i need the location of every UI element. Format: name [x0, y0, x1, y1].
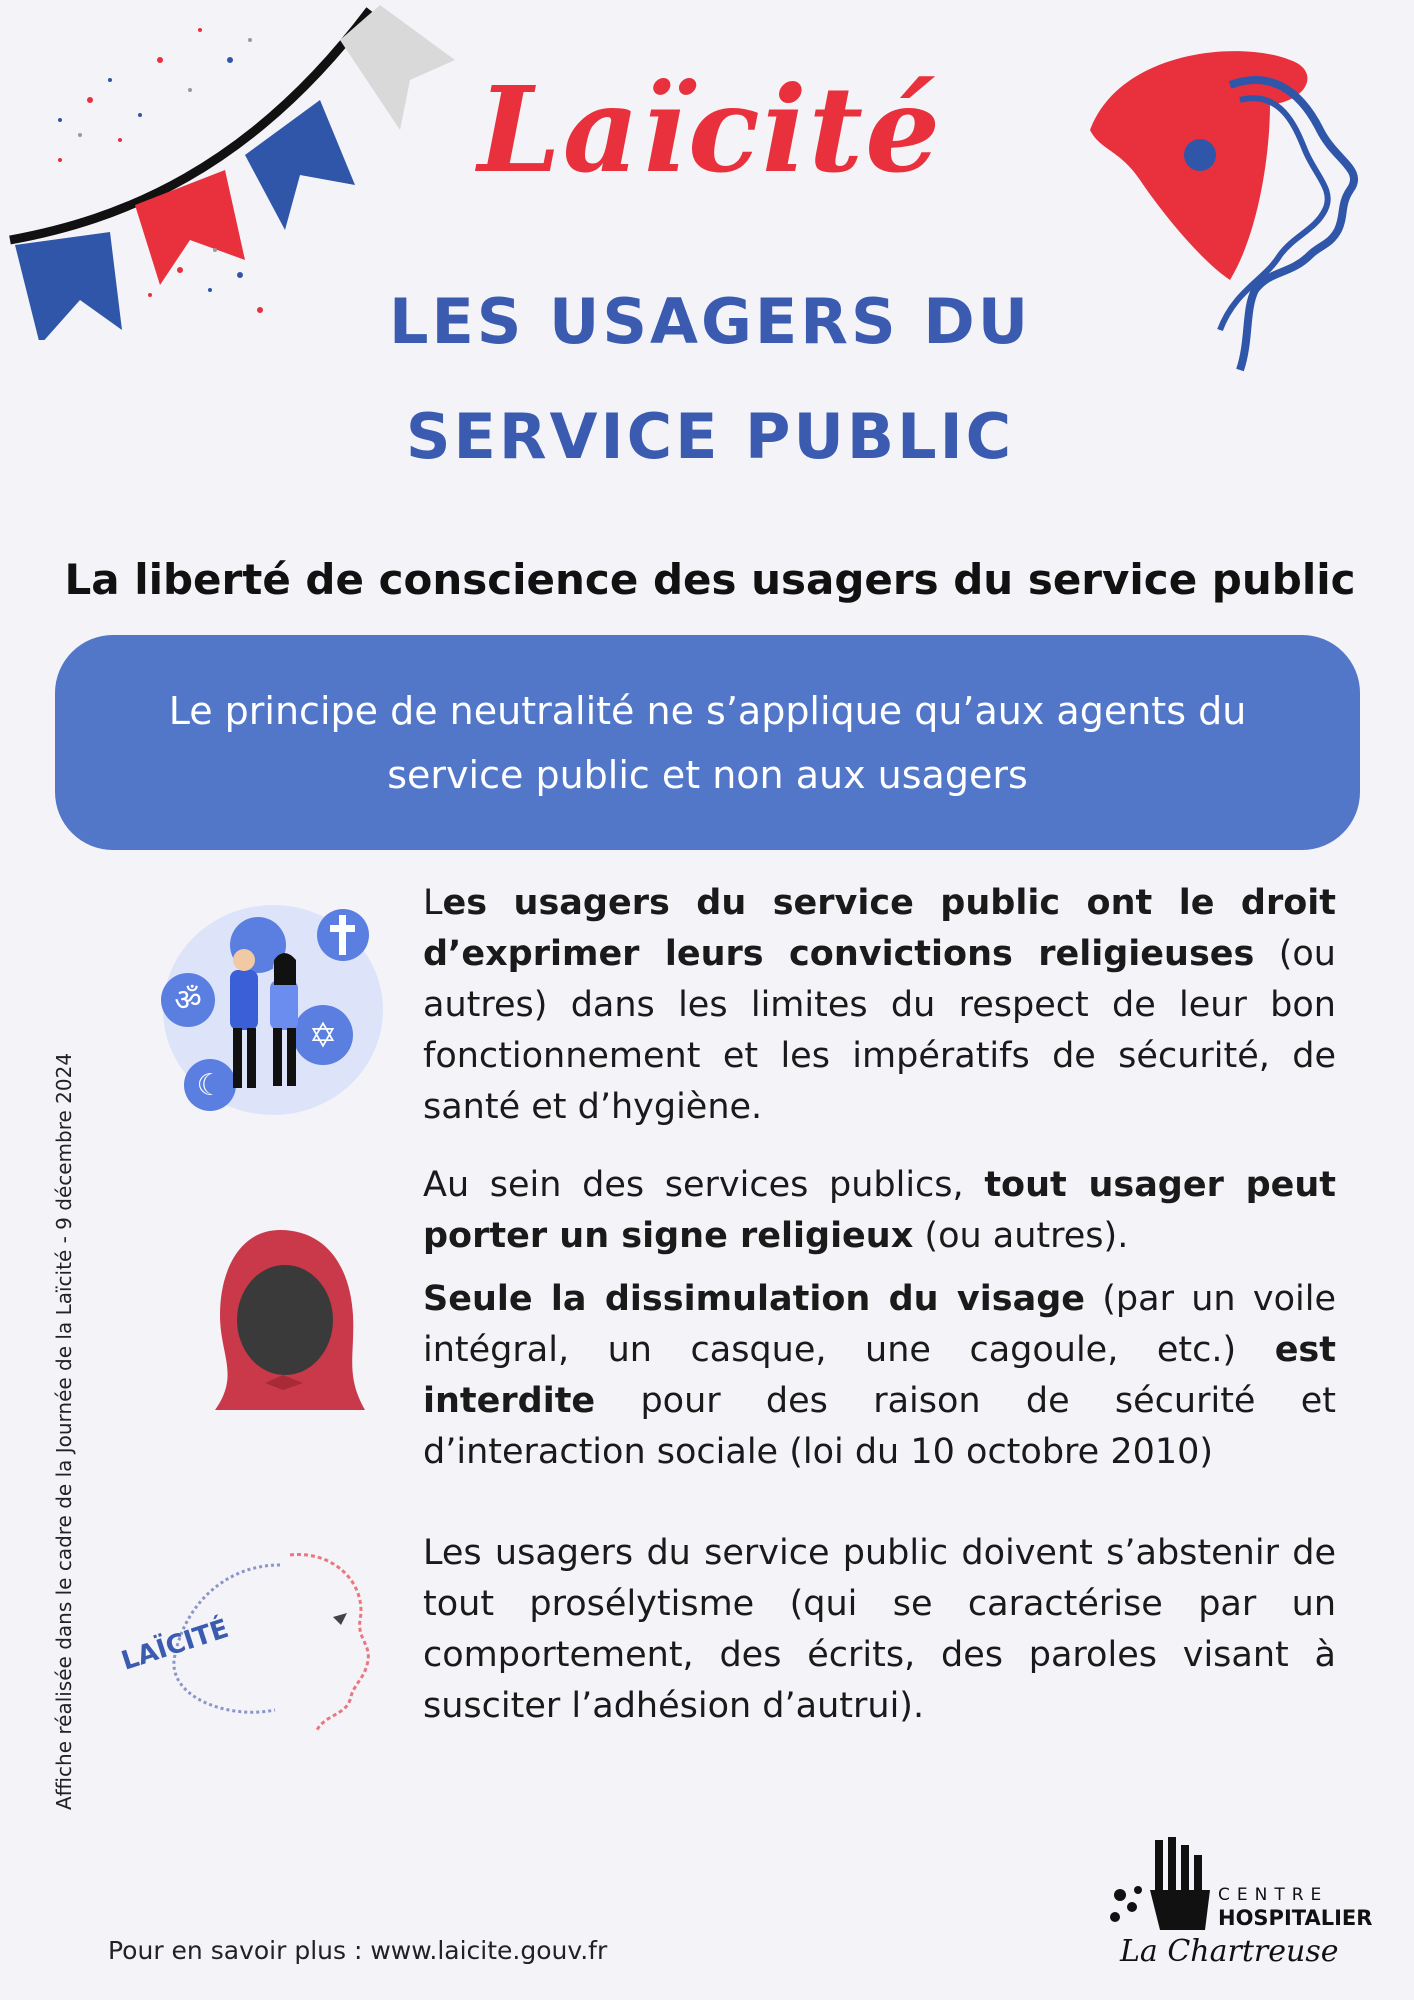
- side-note: Affiche réalisée dans le cadre de la Journée de la Laïcité - 9 décembre 2024: [52, 1052, 76, 1810]
- hooded-figure-icon: [205, 1225, 370, 1415]
- svg-text:☾: ☾: [196, 1068, 224, 1103]
- paragraph-expression: [423, 878, 1336, 1133]
- laicite-word-profile-icon: [105, 1545, 385, 1745]
- p2-start: Au sein des services publics,: [423, 1165, 985, 1205]
- logo-chartreuse-text: La Chartreuse: [1120, 1934, 1339, 1969]
- hospital-logo-icon: [1100, 1835, 1220, 1935]
- banner-text: Le principe de neutralité ne s’applique qu’aux agents du service public et non aux usagers: [168, 688, 1247, 797]
- paragraph-religious-sign: [423, 1160, 1336, 1262]
- p3-bold-2: est interdite: [423, 1330, 1336, 1421]
- logo-hospitalier-text: HOSPITALIER: [1218, 1906, 1373, 1930]
- p3-mid: (par un voile intégral, un casque, une cagoule, etc.): [423, 1279, 1336, 1370]
- svg-text:ॐ: ॐ: [174, 983, 202, 1018]
- more-info-link[interactable]: Pour en savoir plus : www.laicite.gouv.fr: [108, 1936, 608, 1965]
- p3-bold-1: Seule la dissimulation du visage: [423, 1279, 1085, 1319]
- p3-rest: pour des raison de sécurité et d’interaction sociale (loi du 10 octobre 2010): [423, 1381, 1336, 1472]
- religious-symbols-people-icon: [148, 890, 388, 1130]
- section-heading: La liberté de conscience des usagers du service public: [64, 555, 1356, 604]
- page-title: Laïcité: [477, 60, 943, 199]
- p1-rest: (ou autres) dans les limites du respect de leur bon fonctionnement et les impératifs de sécurité, de santé et d’hygiène.: [423, 934, 1336, 1127]
- subtitle-line-2: SERVICE PUBLIC: [405, 400, 1015, 473]
- neutrality-banner: [55, 635, 1360, 850]
- paragraph-face-concealment: [423, 1274, 1336, 1478]
- paragraph-proselytism: Les usagers du service public doivent s’abstenir de tout prosélytisme (qui se caractérise par un comportement, des écrits, des paroles visant à susciter l’adhésion d’autrui).: [423, 1533, 1336, 1726]
- marianne-profile-icon: [1080, 30, 1380, 380]
- p1-bold: es usagers du service public ont le droit d’exprimer leurs convictions religieuses: [423, 883, 1336, 974]
- svg-text:✡: ✡: [308, 1016, 338, 1056]
- p2-rest: (ou autres).: [913, 1216, 1129, 1256]
- laicite-mark-text: LAÏCITÉ: [117, 1613, 233, 1677]
- p1-start: L: [423, 883, 443, 923]
- p2-bold: tout usager peut porter un signe religieux: [423, 1165, 1337, 1256]
- logo-centre-text: CENTRE: [1218, 1885, 1329, 1905]
- subtitle-line-1: LES USAGERS DU: [388, 285, 1032, 358]
